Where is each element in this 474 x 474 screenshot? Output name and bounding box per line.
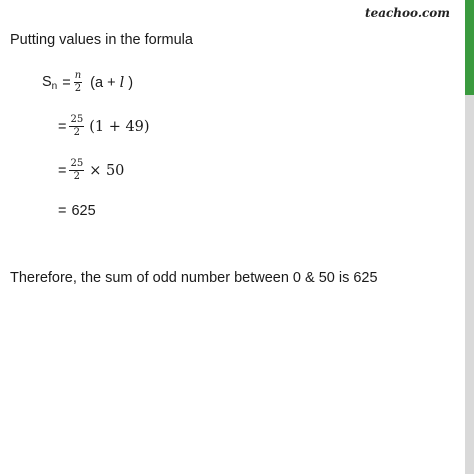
step-2: = $\frac{25}{2}$ × 50 — [58, 158, 125, 182]
sum-formula — [42, 70, 133, 95]
heading-text: Putting values in the formula — [10, 32, 193, 48]
scroll-sidebar[interactable] — [465, 0, 474, 474]
teachoo-watermark: teachoo.com — [365, 6, 450, 20]
formula-paren: (a + l ) — [90, 74, 134, 91]
progress-fill — [465, 0, 474, 95]
step-1-fraction: $\frac{25}{2}$ — [70, 114, 84, 138]
step-2-fraction: $\frac{25}{2}$ — [70, 158, 84, 182]
conclusion-text: Therefore, the sum of odd number between 0 & 50 is 625 — [10, 270, 378, 286]
formula-equals: = — [62, 74, 71, 91]
step-1: = $\frac{25}{2}$ (1 + 49) — [58, 114, 150, 138]
formula-fraction: $\frac{n}{2}$ — [74, 70, 82, 94]
step-3: = 625 — [58, 203, 96, 219]
formula-lhs: $S_n$ — [42, 73, 58, 92]
